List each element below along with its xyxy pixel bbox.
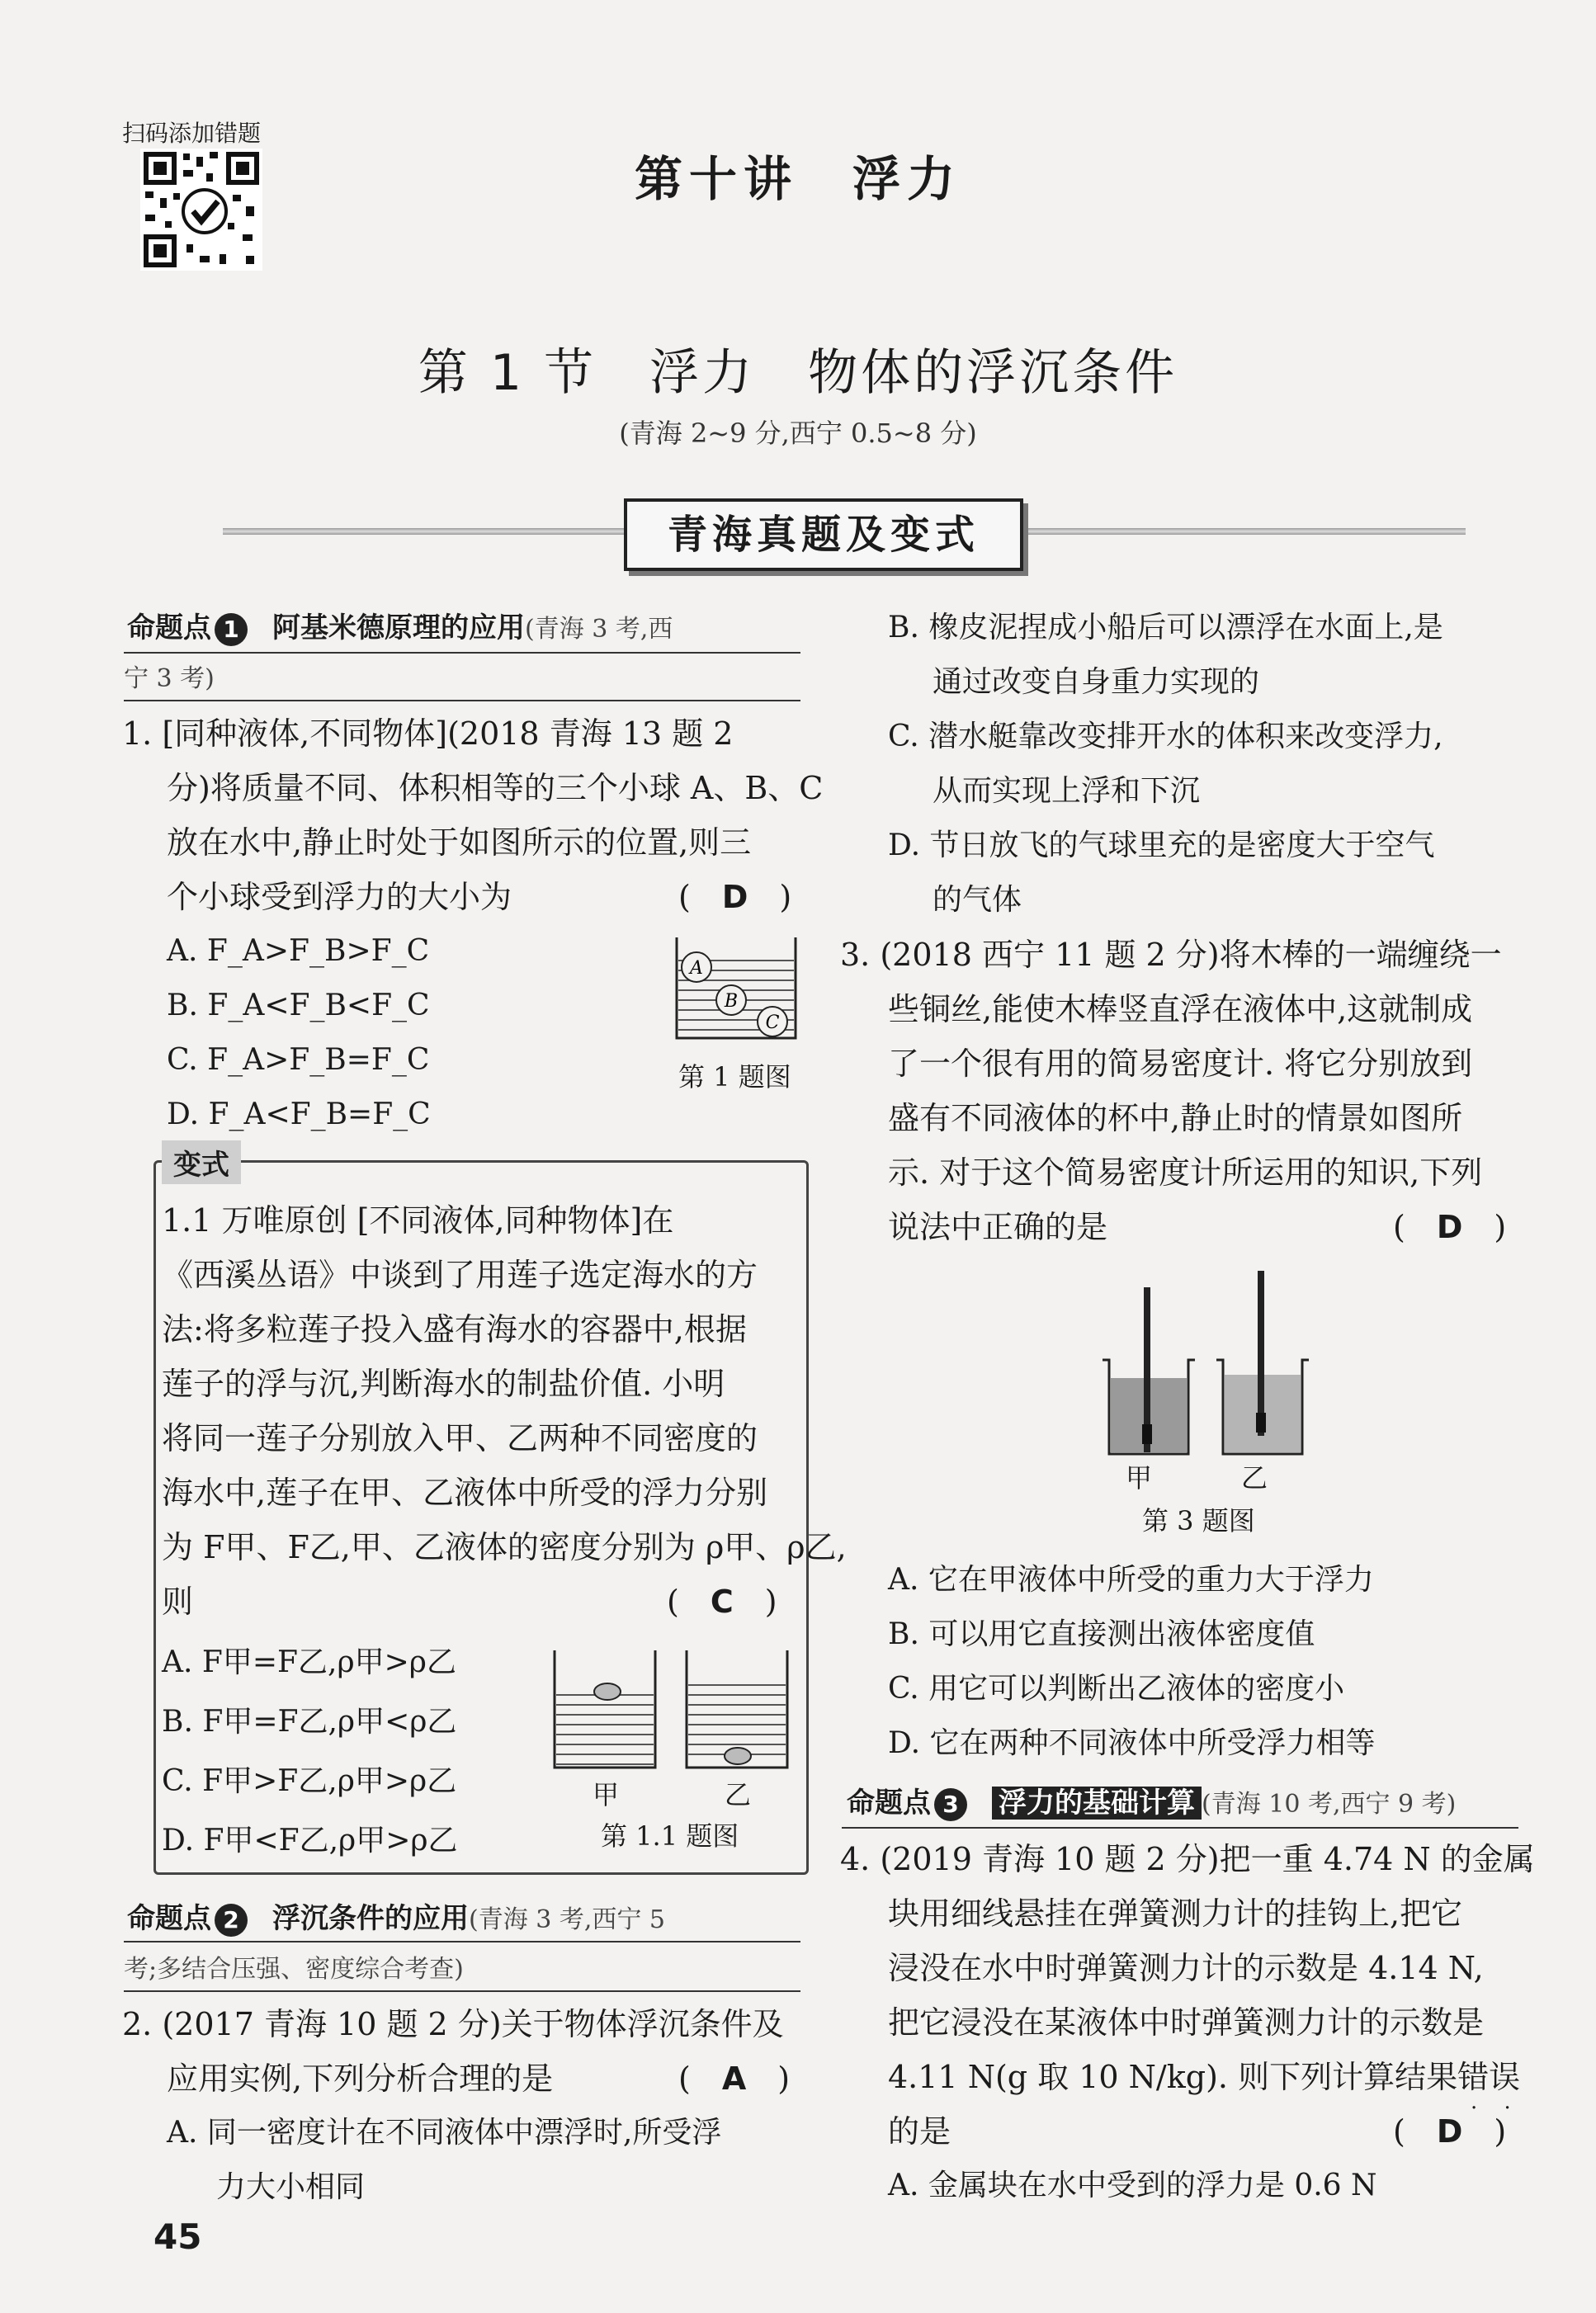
q2-option-b-cont: 通过改变自身重力实现的 (933, 665, 1260, 699)
q3-option-d: D. 它在两种不同液体中所受浮力相等 (888, 1726, 1376, 1760)
topic-number: 3 (934, 1788, 967, 1821)
topic-3-header (847, 1776, 1456, 1832)
q4-line: 4.11 N(g 取 10 N/kg). 则下列计算结果错误 (888, 2059, 1521, 2095)
emphasis-dots: · · (1471, 2096, 1521, 2121)
topic-source-cont: 考;多结合压强、密度综合考查) (124, 1955, 464, 1984)
topic-1-header (127, 601, 673, 657)
answer-letter: D (1436, 2113, 1463, 2150)
variant-line: 莲子的浮与沉,判断海水的制盐价值. 小明 (162, 1366, 725, 1402)
ball-c-label: C (765, 1013, 780, 1033)
q3-answer: ( D ) (1393, 1209, 1507, 1245)
variant-line: 法:将多粒莲子投入盛有海水的容器中,根据 (162, 1311, 747, 1348)
q1-option-b: B. F_A<F_B<F_C (167, 989, 430, 1022)
variant-fig-label-yi: 乙 (725, 1779, 752, 1810)
divider (124, 652, 800, 654)
variant-option-d: D. F甲<F乙,ρ甲>ρ乙 (162, 1824, 458, 1857)
q3-line: 了一个很有用的简易密度计. 将它分别放到 (888, 1046, 1473, 1082)
q1-figure-beaker (673, 934, 799, 1041)
banner-line-right (1020, 528, 1466, 535)
topic-source: (青海 10 考,西宁 9 考) (1202, 1790, 1457, 1819)
topic-source: (青海 3 考,西宁 5 (469, 1905, 666, 1934)
q3-line: 3. (2018 西宁 11 题 2 分)将木棒的一端缠绕一 (840, 937, 1502, 973)
q2-answer: ( A ) (678, 2060, 791, 2097)
topic-name: 浮沉条件的应用 (272, 1902, 469, 1935)
q3-option-a: A. 它在甲液体中所受的重力大于浮力 (888, 1563, 1374, 1597)
section-subtitle: (青海 2~9 分,西宁 0.5~8 分) (619, 418, 977, 449)
q4-line: 的是 (888, 2113, 951, 2150)
q4-line: 4. (2019 青海 10 题 2 分)把一重 4.74 N 的金属 (840, 1841, 1535, 1877)
topic-source-cont: 宁 3 考) (124, 664, 215, 693)
variant-line: 为 F甲、F乙,甲、乙液体的密度分别为 ρ甲、ρ乙, (162, 1529, 847, 1565)
lecture-title: 第十讲 浮力 (634, 151, 961, 207)
variant-line: 则 (162, 1584, 194, 1620)
banner-line-left (223, 528, 624, 535)
q3-figure-hydrometers (1098, 1263, 1312, 1461)
q2-option-d: D. 节日放飞的气球里充的是密度大于空气 (888, 828, 1435, 862)
variant-tag: 变式 (162, 1140, 241, 1184)
variant-line: 海水中,莲子在甲、乙液体中所受的浮力分别 (162, 1475, 768, 1511)
q3-line: 说法中正确的是 (888, 1209, 1108, 1245)
topic-kp: 命题点 (127, 611, 211, 644)
q4-line: 浸没在水中时弹簧测力计的示数是 4.14 N, (888, 1950, 1484, 1986)
variant-answer: ( C ) (667, 1584, 777, 1620)
variant-figure-caption: 第 1.1 题图 (601, 1820, 739, 1852)
section-banner: 青海真题及变式 (624, 498, 1023, 571)
divider (842, 1827, 1518, 1829)
answer-letter: C (710, 1584, 734, 1620)
topic-source: (青海 3 考,西 (525, 615, 673, 644)
q1-line: 放在水中,静止时处于如图所示的位置,则三 (167, 824, 752, 861)
q3-line: 些铜丝,能使木棒竖直浮在液体中,这就制成 (888, 991, 1473, 1027)
topic-number: 1 (215, 613, 248, 646)
q3-option-c: C. 用它可以判断出乙液体的密度小 (888, 1672, 1345, 1706)
q3-fig-label-yi: 乙 (1241, 1462, 1268, 1494)
q2-line: 2. (2017 青海 10 题 2 分)关于物体浮沉条件及 (122, 2006, 784, 2042)
divider (124, 1990, 800, 1992)
q1-option-c: C. F_A>F_B=F_C (167, 1043, 430, 1077)
variant-line: 将同一莲子分别放入甲、乙两种不同密度的 (162, 1420, 758, 1456)
ball-a-label: A (690, 958, 703, 979)
topic-name: 浮力的基础计算 (992, 1787, 1202, 1820)
q1-answer: ( D ) (678, 879, 792, 915)
q2-option-d-cont: 的气体 (933, 883, 1022, 917)
variant-option-c: C. F甲>F乙,ρ甲>ρ乙 (162, 1764, 457, 1798)
q4-line: 块用细线悬挂在弹簧测力计的挂钩上,把它 (888, 1895, 1463, 1932)
q1-option-a: A. F_A>F_B>F_C (167, 934, 430, 968)
variant-line: 《西溪丛语》中谈到了用莲子选定海水的方 (162, 1257, 758, 1293)
q1-line: 分)将质量不同、体积相等的三个小球 A、B、C (167, 770, 824, 806)
variant-fig-label-jia: 甲 (593, 1779, 620, 1810)
topic-name: 阿基米德原理的应用 (272, 611, 525, 644)
variant-line: 1.1 万唯原创 [不同液体,同种物体]在 (162, 1202, 674, 1239)
q2-option-c: C. 潜水艇靠改变排开水的体积来改变浮力, (888, 720, 1443, 753)
q2-option-b: B. 橡皮泥捏成小船后可以漂浮在水面上,是 (888, 611, 1443, 644)
answer-letter: A (721, 2060, 747, 2097)
topic-kp: 命题点 (847, 1787, 931, 1820)
variant-option-a: A. F甲=F乙,ρ甲>ρ乙 (162, 1645, 456, 1679)
q3-option-b: B. 可以用它直接测出液体密度值 (888, 1617, 1315, 1651)
topic-kp: 命题点 (127, 1902, 211, 1935)
q2-option-c-cont: 从而实现上浮和下沉 (933, 774, 1201, 808)
q1-line: 个小球受到浮力的大小为 (167, 879, 512, 915)
q3-figure-caption: 第 3 题图 (1142, 1505, 1255, 1536)
q3-line: 示. 对于这个简易密度计所运用的知识,下列 (888, 1154, 1483, 1191)
divider (124, 700, 800, 701)
variant-option-b: B. F甲=F乙,ρ甲<ρ乙 (162, 1705, 457, 1739)
answer-letter: D (721, 879, 748, 915)
q3-line: 盛有不同液体的杯中,静止时的情景如图所 (888, 1100, 1463, 1136)
answer-letter: D (1436, 1209, 1463, 1245)
q3-fig-label-jia: 甲 (1126, 1462, 1153, 1494)
variant-figure-beakers (551, 1647, 791, 1771)
q2-option-a-cont: 力大小相同 (216, 2170, 366, 2204)
q4-line: 把它浸没在某液体中时弹簧测力计的示数是 (888, 2004, 1485, 2041)
section-title: 第 1 节 浮力 物体的浮沉条件 (418, 344, 1178, 402)
q4-option-a: A. 金属块在水中受到的浮力是 0.6 N (888, 2169, 1377, 2202)
q1-figure-caption: 第 1 题图 (678, 1061, 791, 1093)
ball-b-label: B (724, 991, 739, 1012)
q1-option-d: D. F_A<F_B=F_C (167, 1097, 431, 1131)
q4-answer: ( D ) (1393, 2113, 1507, 2150)
q2-line: 应用实例,下列分析合理的是 (167, 2060, 554, 2097)
topic-number: 2 (215, 1904, 248, 1937)
q1-line: 1. [同种液体,不同物体](2018 青海 13 题 2 (122, 715, 734, 752)
topic-2-header (127, 1891, 665, 1947)
page-number: 45 (153, 2216, 202, 2257)
q2-option-a: A. 同一密度计在不同液体中漂浮时,所受浮 (167, 2116, 722, 2150)
qr-label: 扫码添加错题 (122, 120, 262, 147)
